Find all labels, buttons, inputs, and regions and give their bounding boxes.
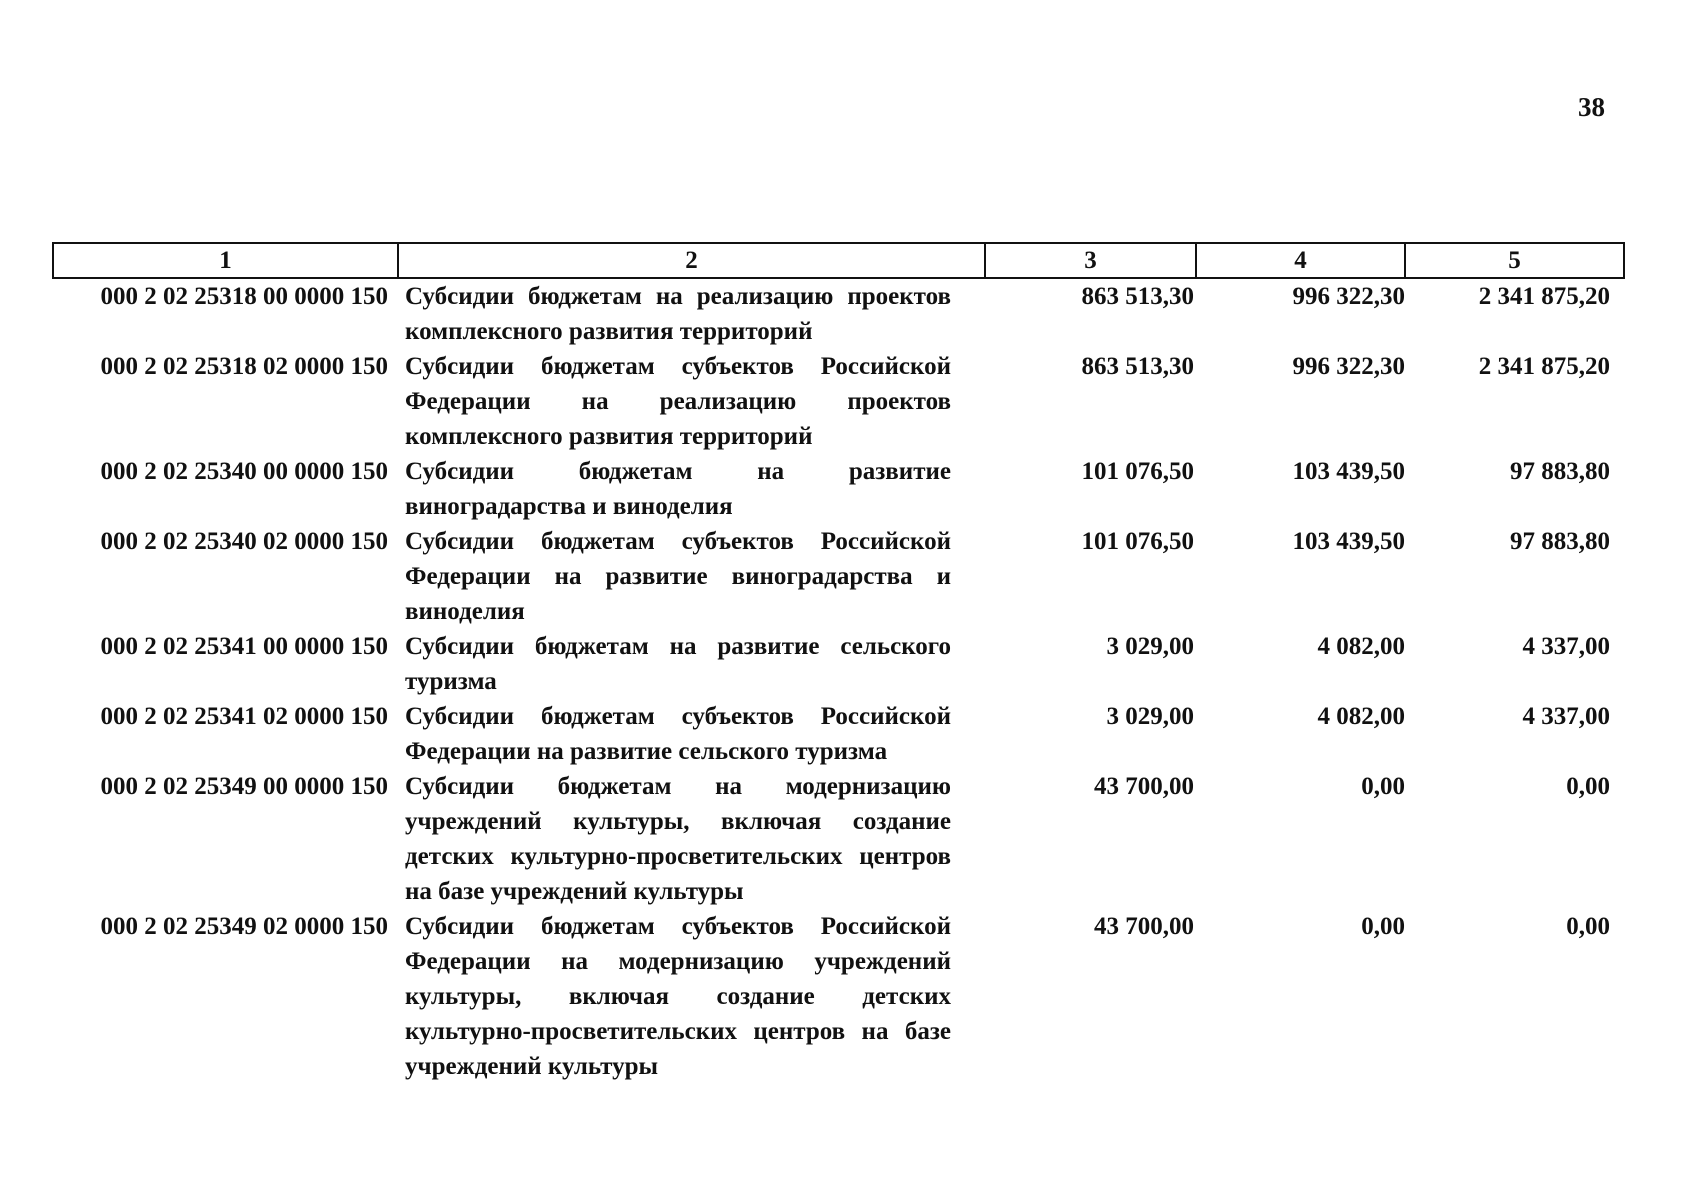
table-row xyxy=(53,769,1624,909)
row-value-col4: 103 439,50 xyxy=(1292,528,1405,555)
row-value-col4: 4 082,00 xyxy=(1317,633,1405,660)
row-value-col5: 2 341 875,20 xyxy=(1478,353,1610,380)
row-description: Субсидии бюджетам на реализацию проектов комплексного развития территорий xyxy=(405,283,951,345)
header-cell-1: 1 xyxy=(53,243,398,278)
row-value-col5: 97 883,80 xyxy=(1510,458,1610,485)
row-code: 000 2 02 25340 00 0000 150 xyxy=(100,458,388,485)
row-value-col4: 996 322,30 xyxy=(1292,353,1405,380)
header-row xyxy=(53,243,1624,278)
row-value-col3: 43 700,00 xyxy=(1094,913,1194,940)
row-value-col3: 3 029,00 xyxy=(1106,633,1194,660)
row-value-col3: 43 700,00 xyxy=(1094,773,1194,800)
row-code: 000 2 02 25341 02 0000 150 xyxy=(100,703,388,730)
row-value-col4: 0,00 xyxy=(1361,773,1405,800)
row-code: 000 2 02 25340 02 0000 150 xyxy=(100,528,388,555)
budget-table xyxy=(52,242,1625,1084)
row-description: Субсидии бюджетам субъектов Российской Федерации на развитие сельского туризма xyxy=(405,703,951,765)
header-cell-2: 2 xyxy=(398,243,985,278)
header-cell-5: 5 xyxy=(1405,243,1624,278)
table-row xyxy=(53,349,1624,454)
row-value-col3: 863 513,30 xyxy=(1081,283,1194,310)
row-code: 000 2 02 25341 00 0000 150 xyxy=(100,633,388,660)
row-code: 000 2 02 25349 00 0000 150 xyxy=(100,773,388,800)
row-description: Субсидии бюджетам на развитие сельского туризма xyxy=(405,633,951,695)
row-code: 000 2 02 25318 00 0000 150 xyxy=(100,283,388,310)
row-description: Субсидии бюджетам субъектов Российской Федерации на модернизацию учреждений культуры, включая создание детских культурно-просветительских центров на базе учреждений культуры xyxy=(405,913,951,1080)
row-code: 000 2 02 25349 02 0000 150 xyxy=(100,913,388,940)
table-header xyxy=(53,243,1624,278)
table-row xyxy=(53,454,1624,524)
row-value-col5: 4 337,00 xyxy=(1522,703,1610,730)
row-value-col3: 101 076,50 xyxy=(1081,528,1194,555)
row-value-col3: 863 513,30 xyxy=(1081,353,1194,380)
row-value-col3: 3 029,00 xyxy=(1106,703,1194,730)
header-cell-3: 3 xyxy=(985,243,1196,278)
header-cell-4: 4 xyxy=(1196,243,1405,278)
row-value-col4: 103 439,50 xyxy=(1292,458,1405,485)
row-description: Субсидии бюджетам на развитие виноградарства и виноделия xyxy=(405,458,951,520)
row-value-col5: 2 341 875,20 xyxy=(1478,283,1610,310)
row-value-col4: 0,00 xyxy=(1361,913,1405,940)
page-number: 38 xyxy=(1578,92,1605,122)
row-code: 000 2 02 25318 02 0000 150 xyxy=(100,353,388,380)
row-description: Субсидии бюджетам на модернизацию учреждений культуры, включая создание детских культурно-просветительских центров на базе учреждений культуры xyxy=(405,773,951,905)
table-row xyxy=(53,909,1624,1084)
row-value-col5: 0,00 xyxy=(1566,773,1610,800)
row-value-col4: 4 082,00 xyxy=(1317,703,1405,730)
row-value-col5: 97 883,80 xyxy=(1510,528,1610,555)
row-value-col4: 996 322,30 xyxy=(1292,283,1405,310)
row-description: Субсидии бюджетам субъектов Российской Федерации на реализацию проектов комплексного развития территорий xyxy=(405,353,951,450)
row-description: Субсидии бюджетам субъектов Российской Федерации на развитие виноградарства и виноделия xyxy=(405,528,951,625)
table-body xyxy=(53,278,1624,1084)
row-value-col3: 101 076,50 xyxy=(1081,458,1194,485)
row-value-col5: 4 337,00 xyxy=(1522,633,1610,660)
table-row xyxy=(53,629,1624,699)
table-row xyxy=(53,524,1624,629)
table-row xyxy=(53,699,1624,769)
row-value-col5: 0,00 xyxy=(1566,913,1610,940)
table-row xyxy=(53,278,1624,349)
